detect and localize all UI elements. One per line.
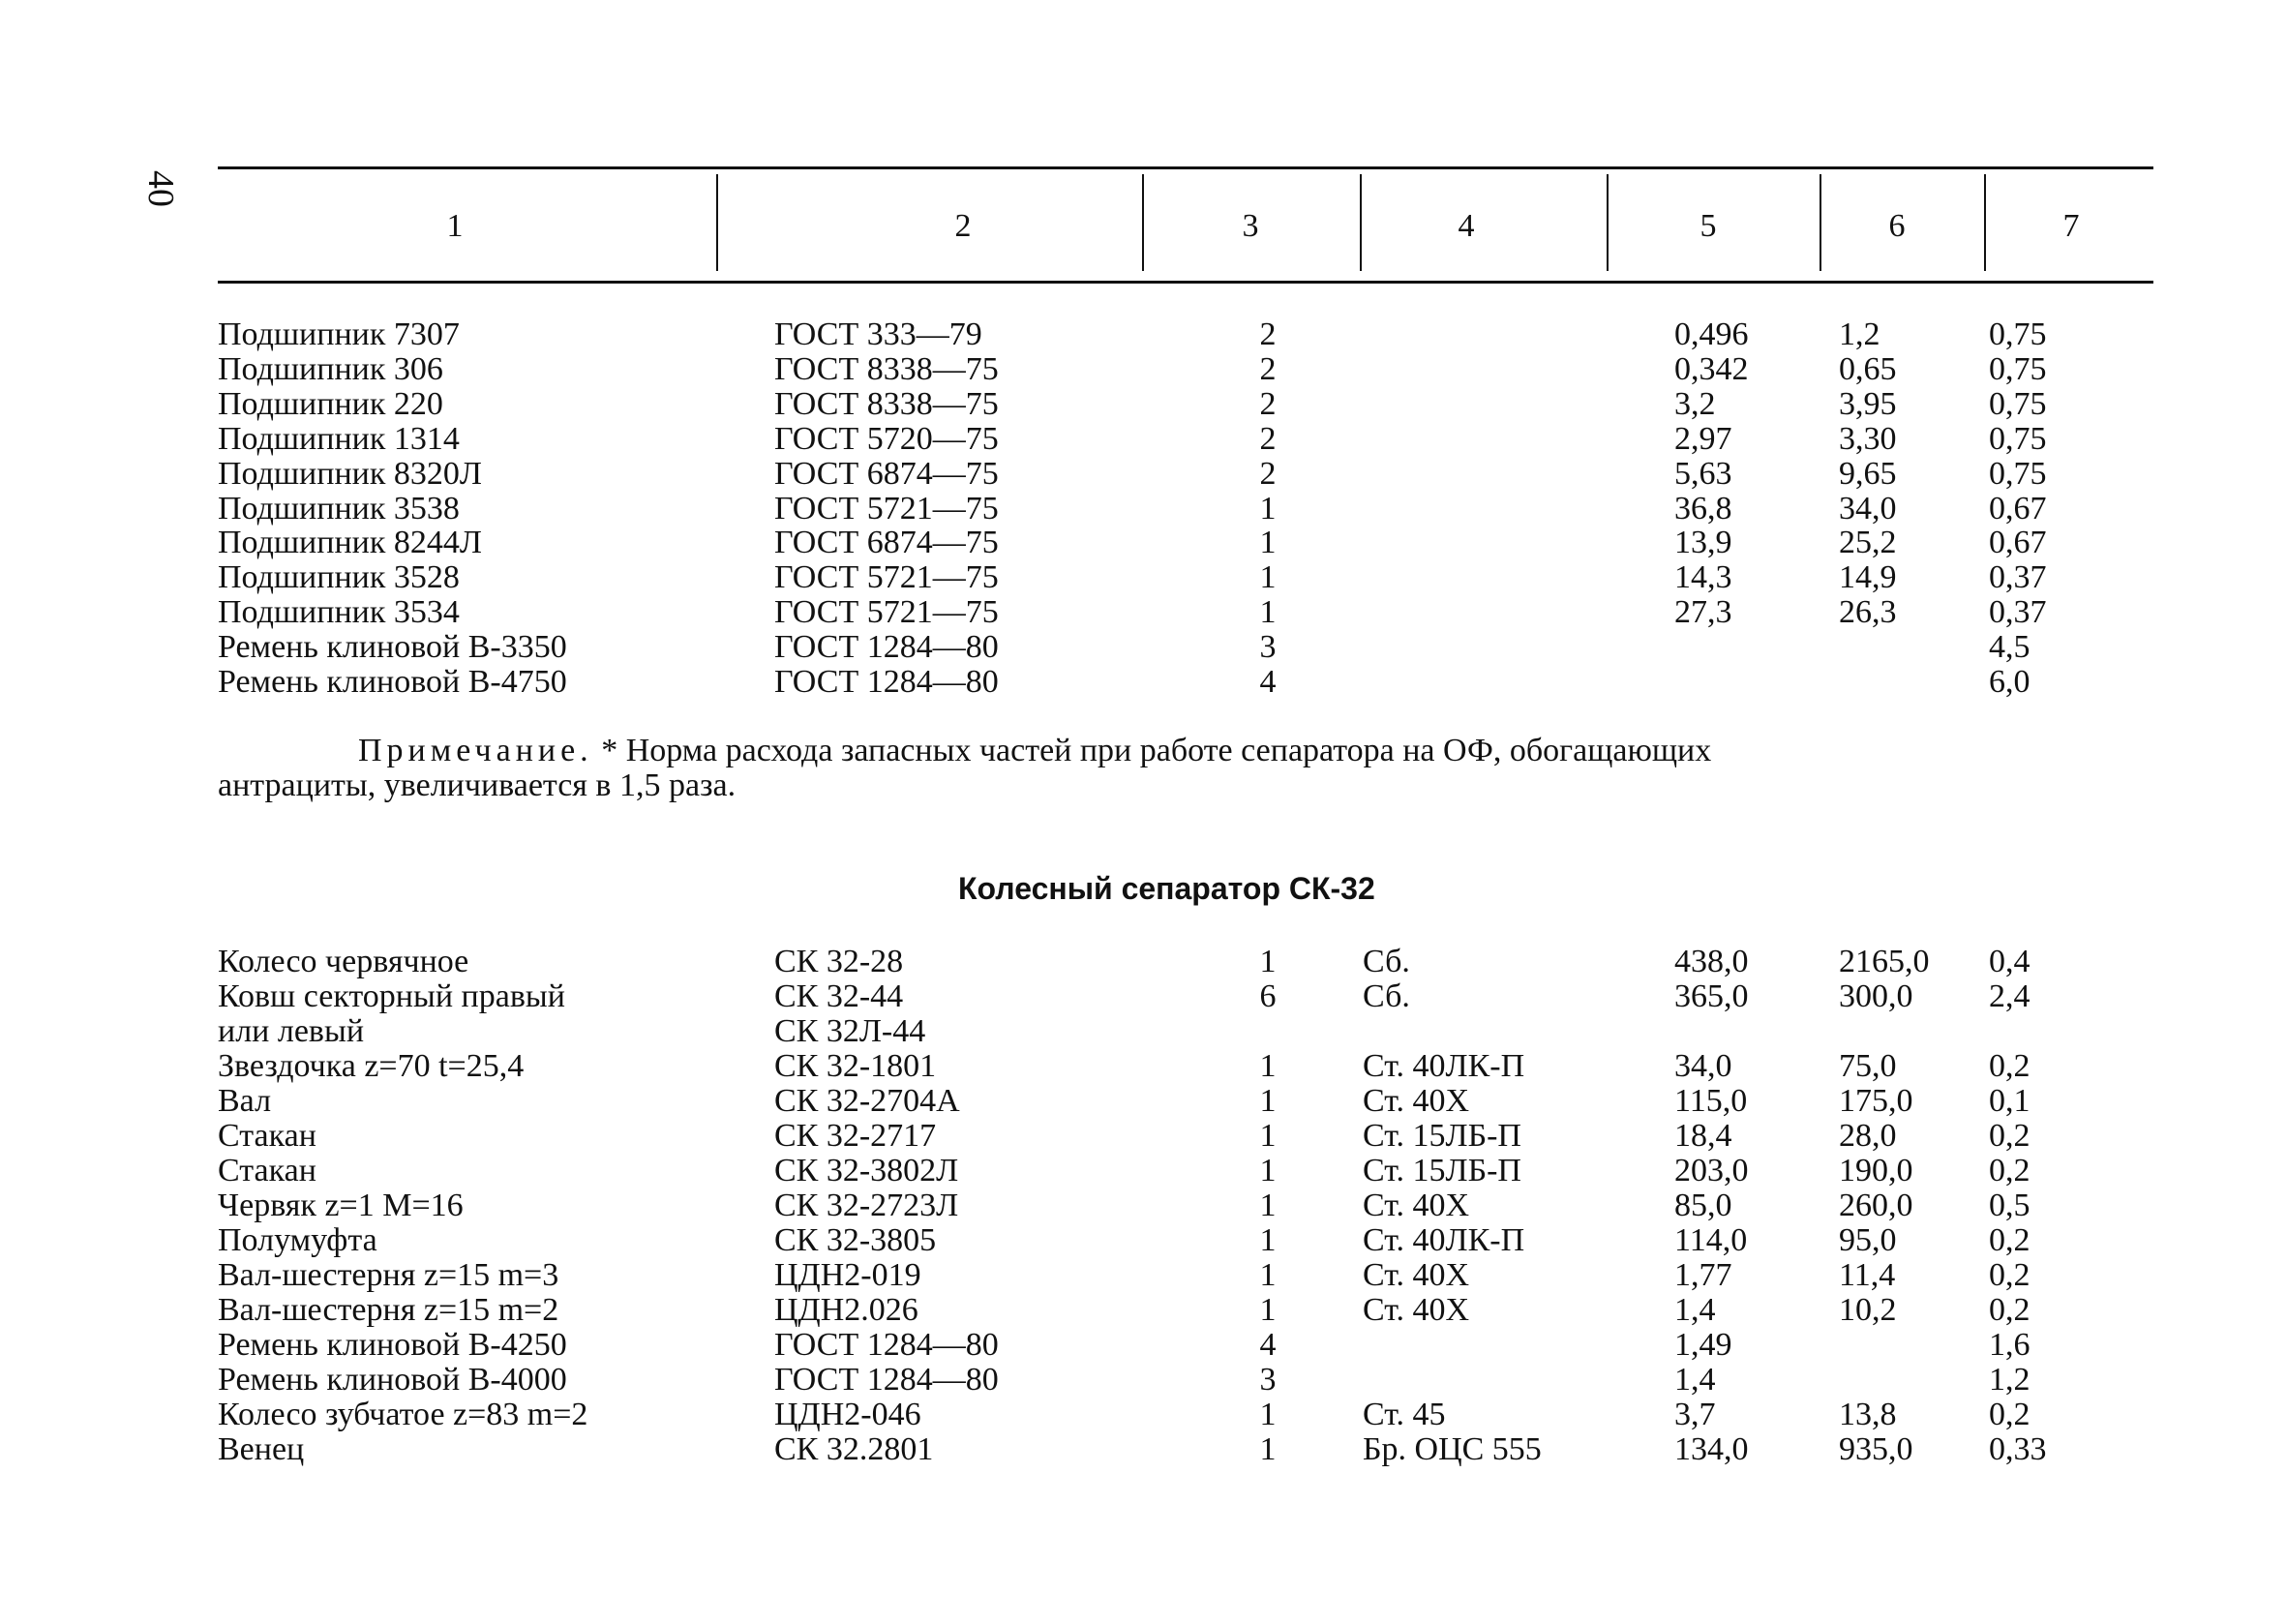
table-row xyxy=(0,1293,2286,1328)
cell-doc: СК 32-3802Л xyxy=(774,1153,959,1188)
cell-c7: 2,4 xyxy=(1989,978,2030,1014)
cell-c7: 0,2 xyxy=(1989,1048,2030,1084)
table-row xyxy=(0,1119,2286,1154)
cell-c7: 0,75 xyxy=(1989,420,2047,457)
cell-c7: 1,6 xyxy=(1989,1327,2030,1363)
header-col-4: 4 xyxy=(1458,208,1475,244)
cell-qty: 1 xyxy=(1259,1153,1277,1188)
cell-c7: 0,67 xyxy=(1989,490,2047,526)
cell-name: Подшипник 306 xyxy=(218,350,443,387)
header-separator xyxy=(1142,174,1144,271)
cell-c7: 0,2 xyxy=(1989,1222,2030,1258)
cell-qty: 2 xyxy=(1259,316,1277,352)
cell-c6: 25,2 xyxy=(1839,525,1897,561)
cell-c7: 0,75 xyxy=(1989,316,2047,352)
cell-name: Подшипник 3528 xyxy=(218,559,460,596)
table-row xyxy=(0,595,2286,630)
note-text: * Норма расхода запасных частей при работе сепаратора на ОФ, обогащающих антрациты, увеличивается в 1,5 раза. xyxy=(218,733,1712,803)
cell-c5: 134,0 xyxy=(1674,1431,1749,1467)
cell-c7: 1,2 xyxy=(1989,1362,2030,1398)
cell-qty: 1 xyxy=(1259,1257,1277,1293)
cell-doc: ГОСТ 6874—75 xyxy=(774,455,999,492)
cell-doc: СК 32-44 xyxy=(774,978,904,1014)
cell-c5: 114,0 xyxy=(1674,1222,1748,1258)
cell-c7: 0,2 xyxy=(1989,1257,2030,1293)
table-row xyxy=(0,422,2286,457)
cell-qty: 6 xyxy=(1259,978,1277,1014)
cell-c6: 0,65 xyxy=(1839,350,1897,387)
cell-c6: 9,65 xyxy=(1839,455,1897,492)
cell-name: Венец xyxy=(218,1431,305,1467)
cell-c7: 0,2 xyxy=(1989,1292,2030,1328)
header-col-5: 5 xyxy=(1699,208,1717,244)
cell-qty: 1 xyxy=(1259,1118,1277,1154)
table-row xyxy=(0,492,2286,526)
cell-c7: 0,37 xyxy=(1989,594,2047,631)
cell-name: Подшипник 8244Л xyxy=(218,525,482,561)
header-separator xyxy=(1984,174,1986,271)
cell-c5: 115,0 xyxy=(1674,1083,1748,1119)
cell-name: Ремень клиновой В-4250 xyxy=(218,1327,567,1363)
cell-doc: СК 32-28 xyxy=(774,944,904,979)
table-note xyxy=(218,734,1728,803)
cell-c6: 26,3 xyxy=(1839,594,1897,631)
table-row xyxy=(0,1328,2286,1363)
cell-qty: 1 xyxy=(1259,1048,1277,1084)
table-row xyxy=(0,317,2286,352)
cell-c5: 2,97 xyxy=(1674,420,1732,457)
cell-material: Ст. 40Х xyxy=(1363,1292,1470,1328)
header-col-6: 6 xyxy=(1888,208,1906,244)
table-row xyxy=(0,387,2286,422)
cell-material: Ст. 45 xyxy=(1363,1397,1446,1432)
page-number: 40 xyxy=(140,170,181,207)
cell-material: Бр. ОЦС 555 xyxy=(1363,1431,1542,1467)
cell-qty: 1 xyxy=(1259,490,1277,526)
cell-name: Вал-шестерня z=15 m=2 xyxy=(218,1292,559,1328)
header-col-7: 7 xyxy=(2062,208,2080,244)
cell-qty: 3 xyxy=(1259,1362,1277,1398)
cell-doc: ГОСТ 8338—75 xyxy=(774,385,999,422)
cell-c7: 0,75 xyxy=(1989,385,2047,422)
table-row xyxy=(0,1398,2286,1432)
cell-c7: 0,5 xyxy=(1989,1188,2030,1223)
cell-name: Подшипник 3538 xyxy=(218,490,460,526)
cell-material: Ст. 40ЛК-П xyxy=(1363,1048,1525,1084)
cell-name: Подшипник 7307 xyxy=(218,316,460,352)
table-row xyxy=(0,1084,2286,1119)
cell-name: Ремень клиновой В-4000 xyxy=(218,1362,567,1398)
cell-qty: 2 xyxy=(1259,455,1277,492)
cell-name: Подшипник 220 xyxy=(218,385,443,422)
table-row xyxy=(0,1223,2286,1258)
cell-material: Ст. 15ЛБ-П xyxy=(1363,1118,1521,1154)
cell-c7: 0,2 xyxy=(1989,1118,2030,1154)
cell-c6: 260,0 xyxy=(1839,1188,1913,1223)
cell-c7: 0,1 xyxy=(1989,1083,2030,1119)
cell-qty: 1 xyxy=(1259,944,1277,979)
cell-doc: СК 32Л-44 xyxy=(774,1013,926,1049)
header-col-2: 2 xyxy=(954,208,972,244)
cell-doc: СК 32-2704А xyxy=(774,1083,960,1119)
header-col-1: 1 xyxy=(446,208,464,244)
cell-c5: 365,0 xyxy=(1674,978,1749,1014)
cell-material: Ст. 40ЛК-П xyxy=(1363,1222,1525,1258)
cell-c6: 14,9 xyxy=(1839,559,1897,596)
cell-c6: 34,0 xyxy=(1839,490,1897,526)
cell-name: Стакан xyxy=(218,1118,316,1154)
table-row xyxy=(0,352,2286,387)
cell-material: Ст. 40Х xyxy=(1363,1257,1470,1293)
table-row xyxy=(0,526,2286,560)
header-col-3: 3 xyxy=(1242,208,1259,244)
cell-name: Подшипник 3534 xyxy=(218,594,460,631)
cell-c7: 4,5 xyxy=(1989,629,2030,666)
cell-name: Подшипник 1314 xyxy=(218,420,460,457)
cell-doc: ЦДН2-019 xyxy=(774,1257,921,1293)
cell-c6: 2165,0 xyxy=(1839,944,1930,979)
cell-material: Ст. 40Х xyxy=(1363,1188,1470,1223)
cell-c5: 438,0 xyxy=(1674,944,1749,979)
cell-doc: ГОСТ 333—79 xyxy=(774,316,982,352)
cell-doc: ГОСТ 5721—75 xyxy=(774,559,999,596)
cell-name: Звездочка z=70 t=25,4 xyxy=(218,1048,525,1084)
cell-c6: 935,0 xyxy=(1839,1431,1913,1467)
cell-c7: 0,75 xyxy=(1989,350,2047,387)
table-row xyxy=(0,1154,2286,1188)
cell-qty: 1 xyxy=(1259,559,1277,596)
header-separator xyxy=(1607,174,1609,271)
table-row xyxy=(0,945,2286,979)
table-row xyxy=(0,1188,2286,1223)
cell-c7: 0,2 xyxy=(1989,1153,2030,1188)
header-separator xyxy=(716,174,718,271)
cell-qty: 2 xyxy=(1259,350,1277,387)
cell-c6: 175,0 xyxy=(1839,1083,1913,1119)
cell-doc: ГОСТ 5720—75 xyxy=(774,420,999,457)
header-separator xyxy=(1360,174,1362,271)
cell-name: Колесо зубчатое z=83 m=2 xyxy=(218,1397,588,1432)
cell-qty: 1 xyxy=(1259,1083,1277,1119)
cell-name: Стакан xyxy=(218,1153,316,1188)
cell-c7: 6,0 xyxy=(1989,664,2030,700)
cell-c5: 1,49 xyxy=(1674,1327,1732,1363)
cell-name: или левый xyxy=(218,1013,365,1049)
cell-name: Ремень клиновой В-4750 xyxy=(218,664,567,700)
cell-c6: 3,30 xyxy=(1839,420,1897,457)
cell-c5: 18,4 xyxy=(1674,1118,1732,1154)
cell-c5: 27,3 xyxy=(1674,594,1732,631)
cell-c5: 3,2 xyxy=(1674,385,1716,422)
cell-doc: ГОСТ 6874—75 xyxy=(774,525,999,561)
cell-material: Ст. 15ЛБ-П xyxy=(1363,1153,1521,1188)
cell-c7: 0,2 xyxy=(1989,1397,2030,1432)
cell-name: Ковш секторный правый xyxy=(218,978,565,1014)
cell-qty: 1 xyxy=(1259,1397,1277,1432)
cell-name: Полумуфта xyxy=(218,1222,377,1258)
cell-c5: 5,63 xyxy=(1674,455,1732,492)
cell-c5: 0,342 xyxy=(1674,350,1749,387)
cell-material: Сб. xyxy=(1363,944,1410,979)
header-separator xyxy=(1820,174,1821,271)
cell-doc: ГОСТ 5721—75 xyxy=(774,594,999,631)
cell-c7: 0,33 xyxy=(1989,1431,2047,1467)
cell-c6: 300,0 xyxy=(1839,978,1913,1014)
cell-c5: 36,8 xyxy=(1674,490,1732,526)
table-row xyxy=(0,665,2286,700)
cell-c6: 28,0 xyxy=(1839,1118,1897,1154)
cell-c7: 0,37 xyxy=(1989,559,2047,596)
cell-name: Червяк z=1 M=16 xyxy=(218,1188,464,1223)
cell-c7: 0,67 xyxy=(1989,525,2047,561)
note-label: Примечание. xyxy=(358,733,593,768)
cell-c6: 11,4 xyxy=(1839,1257,1896,1293)
cell-qty: 4 xyxy=(1259,1327,1277,1363)
cell-name: Ремень клиновой В-3350 xyxy=(218,629,567,666)
cell-c6: 190,0 xyxy=(1839,1153,1913,1188)
cell-material: Ст. 40Х xyxy=(1363,1083,1470,1119)
cell-doc: ГОСТ 1284—80 xyxy=(774,1327,999,1363)
cell-qty: 3 xyxy=(1259,629,1277,666)
cell-c5: 1,4 xyxy=(1674,1362,1716,1398)
cell-name: Колесо червячное xyxy=(218,944,469,979)
cell-c5: 34,0 xyxy=(1674,1048,1732,1084)
cell-name: Подшипник 8320Л xyxy=(218,455,482,492)
cell-qty: 1 xyxy=(1259,1188,1277,1223)
table-row xyxy=(0,630,2286,665)
cell-doc: ЦДН2.026 xyxy=(774,1292,918,1328)
table-row xyxy=(0,1432,2286,1467)
cell-c5: 14,3 xyxy=(1674,559,1732,596)
cell-qty: 2 xyxy=(1259,420,1277,457)
cell-qty: 1 xyxy=(1259,594,1277,631)
table-row xyxy=(0,1049,2286,1084)
cell-c6: 75,0 xyxy=(1839,1048,1897,1084)
table-row xyxy=(0,1014,2286,1049)
cell-c6: 13,8 xyxy=(1839,1397,1897,1432)
cell-c5: 0,496 xyxy=(1674,316,1749,352)
cell-c5: 203,0 xyxy=(1674,1153,1749,1188)
cell-name: Вал-шестерня z=15 m=3 xyxy=(218,1257,559,1293)
cell-qty: 1 xyxy=(1259,525,1277,561)
cell-doc: ГОСТ 1284—80 xyxy=(774,664,999,700)
cell-doc: ЦДН2-046 xyxy=(774,1397,921,1432)
header-bottom-rule xyxy=(218,281,2153,284)
cell-doc: ГОСТ 1284—80 xyxy=(774,629,999,666)
cell-c5: 1,4 xyxy=(1674,1292,1716,1328)
table-row xyxy=(0,560,2286,595)
cell-doc: ГОСТ 5721—75 xyxy=(774,490,999,526)
cell-doc: СК 32-2717 xyxy=(774,1118,937,1154)
cell-c6: 3,95 xyxy=(1839,385,1897,422)
cell-c5: 85,0 xyxy=(1674,1188,1732,1223)
table-row xyxy=(0,457,2286,492)
cell-doc: ГОСТ 8338—75 xyxy=(774,350,999,387)
cell-doc: СК 32-1801 xyxy=(774,1048,937,1084)
cell-doc: СК 32.2801 xyxy=(774,1431,934,1467)
cell-name: Вал xyxy=(218,1083,272,1119)
cell-c5: 1,77 xyxy=(1674,1257,1732,1293)
cell-c5: 3,7 xyxy=(1674,1397,1716,1432)
cell-c6: 10,2 xyxy=(1839,1292,1897,1328)
cell-qty: 1 xyxy=(1259,1222,1277,1258)
cell-qty: 1 xyxy=(1259,1292,1277,1328)
section-title: Колесный сепаратор СК-32 xyxy=(958,871,1375,906)
cell-material: Сб. xyxy=(1363,978,1410,1014)
table-top-rule xyxy=(218,166,2153,169)
cell-qty: 4 xyxy=(1259,664,1277,700)
cell-doc: СК 32-3805 xyxy=(774,1222,937,1258)
table-row xyxy=(0,979,2286,1014)
cell-doc: ГОСТ 1284—80 xyxy=(774,1362,999,1398)
cell-c5: 13,9 xyxy=(1674,525,1732,561)
cell-qty: 2 xyxy=(1259,385,1277,422)
cell-c6: 95,0 xyxy=(1839,1222,1897,1258)
table-row xyxy=(0,1363,2286,1398)
cell-c7: 0,4 xyxy=(1989,944,2030,979)
cell-qty: 1 xyxy=(1259,1431,1277,1467)
cell-c7: 0,75 xyxy=(1989,455,2047,492)
cell-c6: 1,2 xyxy=(1839,316,1880,352)
cell-doc: СК 32-2723Л xyxy=(774,1188,959,1223)
table-row xyxy=(0,1258,2286,1293)
